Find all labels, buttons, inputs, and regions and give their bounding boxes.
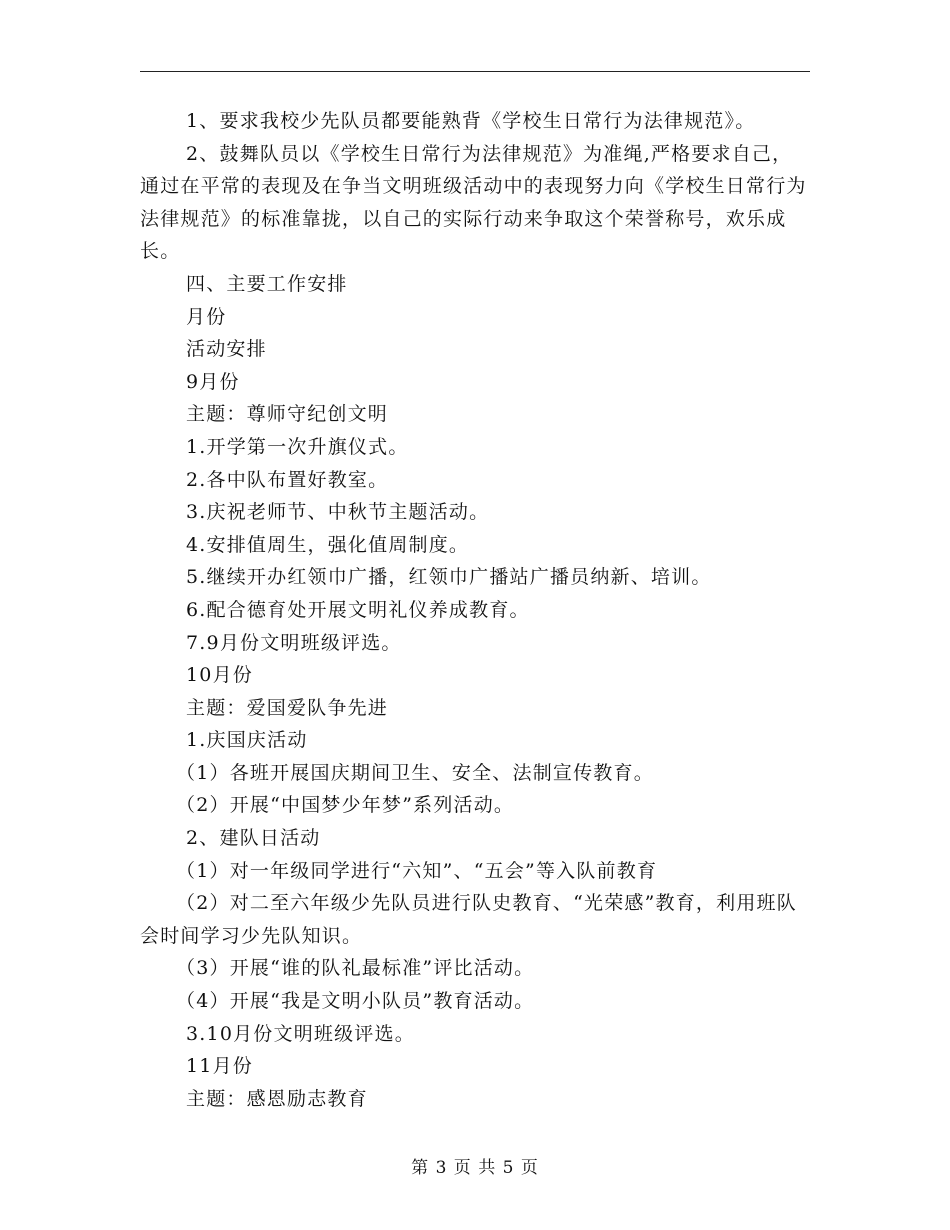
theme-line: 主题：感恩励志教育 [186,1087,368,1110]
list-item: 7.9月份文明班级评选。 [186,631,402,654]
sub-list-item: （4）开展“我是文明小队员”教育活动。 [176,990,535,1013]
theme-line: 主题：爱国爱队争先进 [186,696,389,719]
paragraph-line: 1、要求我校少先队员都要能熟背《学校生日常行为法律规范》。 [186,110,756,132]
list-item: 6.配合德育处开展文明礼仪养成教育。 [186,598,530,621]
document-body [140,105,810,1115]
list-item: 1.庆国庆活动 [186,729,308,752]
list-item: 2.各中队布置好教室。 [186,468,389,491]
table-header-month: 月份 [186,305,227,328]
sub-list-item: （2）对二至六年级少先队员进行队史教育、“光荣感”教育，利用班队会时间学习少先队知识。 [140,892,797,947]
sub-list-item: （1）各班开展国庆期间卫生、安全、法制宣传教育。 [176,761,654,784]
list-item: 5.继续开办红领巾广播，红领巾广播站广播员纳新、培训。 [186,566,712,589]
list-item: 3.10月份文明班级评选。 [186,1022,415,1045]
table-header-activity: 活动安排 [186,338,267,361]
month-heading: 11月份 [186,1055,253,1078]
list-item: 4.安排值周生，强化值周制度。 [186,533,470,556]
sub-list-item: （1）对一年级同学进行“六知”、“五会”等入队前教育 [176,859,658,882]
month-heading: 10月份 [186,664,253,687]
header-rule [140,71,810,72]
list-item: 3.庆祝老师节、中秋节主题活动。 [186,501,490,524]
paragraph: 2、鼓舞队员以《学校生日常行为法律规范》为准绳,严格要求自己，通过在平常的表现及在争当文明班级活动中的表现努力向《学校生日常行为法律规范》的标准靠拢，以自己的实际行动来争取这个荣誉称号，欢乐成长。 [140,142,807,263]
theme-line: 主题：尊师守纪创文明 [186,403,389,426]
list-item: 2、建队日活动 [186,827,321,850]
list-item: 1.开学第一次升旗仪式。 [186,435,409,458]
month-heading: 9月份 [186,370,240,393]
sub-list-item: （3）开展“谁的队礼最标准”评比活动。 [176,957,535,980]
section-heading: 四、主要工作安排 [186,272,348,295]
sub-list-item: （2）开展“中国梦少年梦”系列活动。 [176,794,515,817]
page-number: 第 3 页 共 5 页 [411,1158,539,1178]
